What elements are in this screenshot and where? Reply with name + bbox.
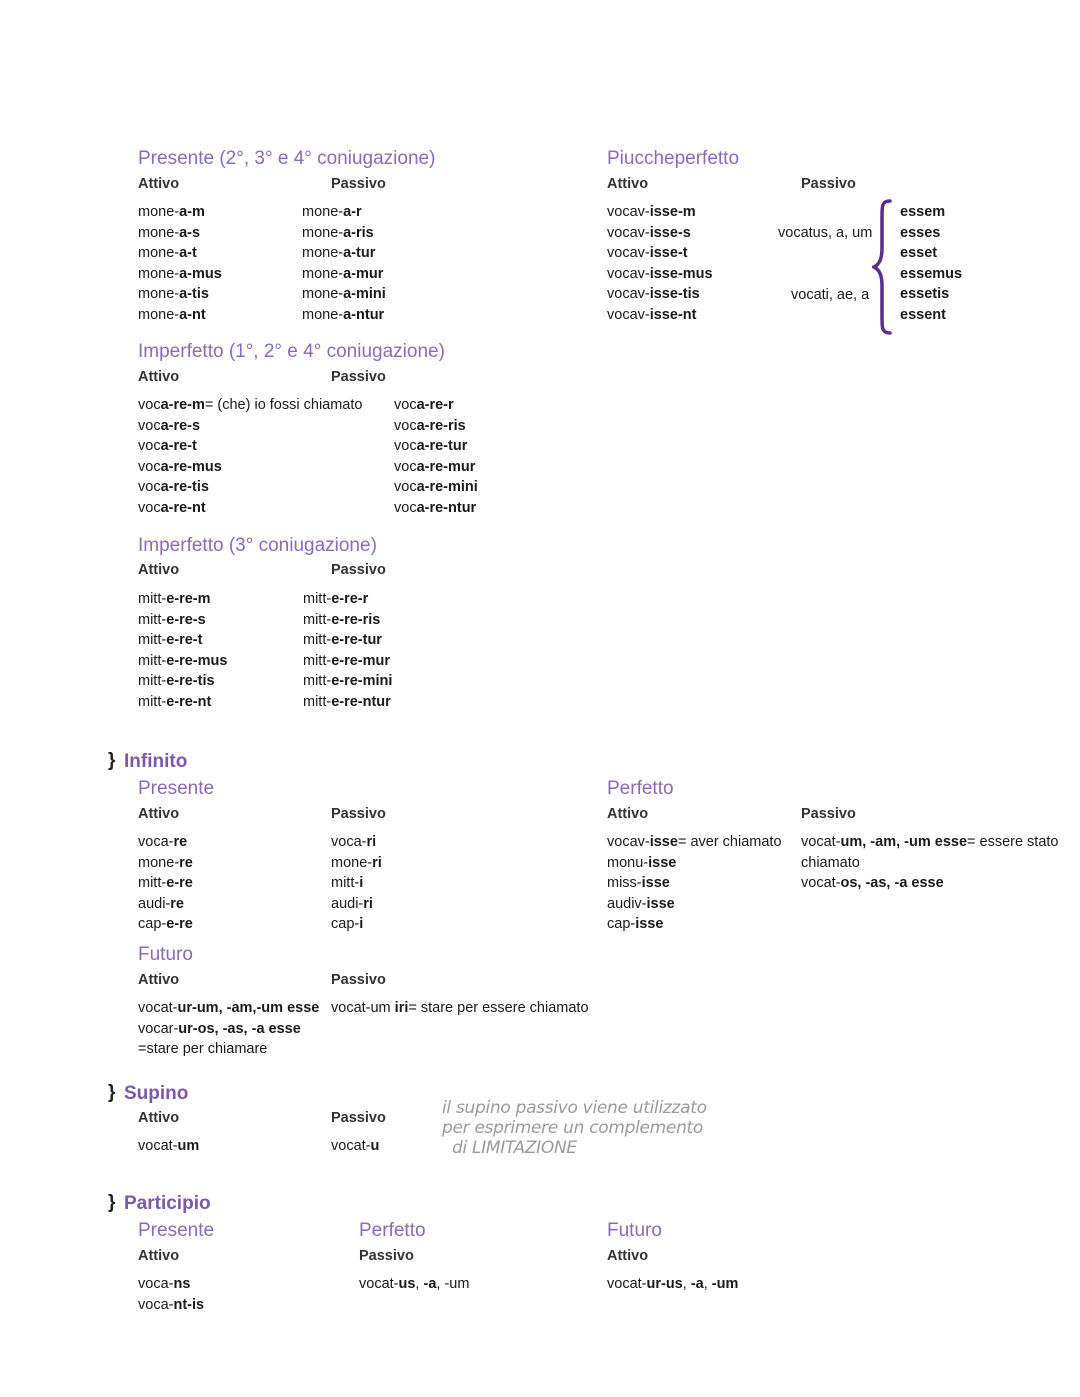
stem: mitt- [138,652,167,669]
infinito-futuro-title: Futuro [138,944,193,965]
ending: e-re-mus [166,652,228,669]
form-row [138,416,362,437]
ending: a-re-ntur [416,499,477,516]
form-row [607,832,782,853]
form-row [138,395,362,416]
text: , [415,1276,424,1292]
ending: a-m [179,204,205,220]
participio-perfetto-form [359,1274,469,1295]
stem: audi- [138,895,171,912]
text: iri [394,1000,409,1016]
participio-futuro-form [607,1274,738,1295]
ending: e-re-s [166,611,206,628]
ending: ri [363,895,373,912]
infinito-perfetto-passivo-label: Passivo [801,806,856,822]
esse-form: essemus [900,265,963,282]
text: voca- [138,1276,174,1292]
stem: mone- [138,854,180,871]
stem: voc [138,479,161,496]
infinito-futuro-passivo-label: Passivo [331,972,386,988]
stem: vocav- [607,265,650,282]
ending: a-re-tis [160,479,209,496]
text: nt-is [173,1296,205,1313]
ending: i [359,916,364,933]
stem: voc [138,438,161,455]
stem: voca- [331,834,367,850]
form-row [331,853,382,874]
ending: e-re-nt [166,693,212,710]
form-row [607,223,713,244]
text: = essere stato [967,834,1059,850]
imperfetto-124-title: Imperfetto (1°, 2° e 4° coniugazione) [138,341,445,362]
stem: vocav- [607,286,650,303]
form-row [607,873,782,894]
stem: voc [138,499,161,516]
esse-form: essem [900,204,946,220]
ending: a-re-r [416,397,454,413]
ending: a-re-nt [160,499,206,516]
stem: mitt- [303,693,332,710]
ending: a-t [179,245,197,262]
form-row [394,416,478,437]
form-row [607,894,782,915]
stem: mone- [302,204,344,220]
stem: voca- [138,834,174,850]
stem: cap- [331,916,360,933]
text: , -as, -a esse [214,1020,301,1037]
text: -um [711,1276,739,1292]
text: =stare per chiamare [138,1041,268,1058]
infinito-perfetto-title: Perfetto [607,778,674,799]
stem: voc [138,458,161,475]
presente-attivo-list [138,202,222,326]
form-row [302,223,386,244]
infinito-futuro-passivo [331,998,589,1019]
form-row [138,610,227,631]
text: vocat- [801,875,841,892]
ending: a-mur [343,265,384,282]
presente-attivo-label: Attivo [138,176,180,192]
stem: mitt- [303,673,332,690]
text: um [177,1138,200,1154]
form-row [331,873,382,894]
form-row [303,630,392,651]
ending: e-re-mini [331,673,393,690]
form-row [303,671,392,692]
text: vocat- [138,1138,178,1154]
form-row [303,610,392,631]
ending: a-mus [179,265,222,282]
form-row [302,305,386,326]
esse-form: essent [900,306,946,323]
imperfetto-124-passivo-list [394,395,478,519]
ending: a-re-mur [416,458,476,475]
text: us [398,1276,416,1292]
ending: e-re [166,916,193,933]
participio-perfetto-title: Perfetto [359,1220,426,1241]
form-row [303,692,392,713]
imperfetto-3-passivo-label: Passivo [331,562,386,578]
ending: i [359,875,364,892]
piuccheperfetto-passivo-label: Passivo [801,176,856,192]
stem: vocav- [607,204,650,220]
ending: isse [646,895,675,912]
stem: cap- [138,916,167,933]
stem: mitt- [138,591,167,607]
form-row [138,243,222,264]
stem: mitt- [138,673,167,690]
participio-presente-title: Presente [138,1220,215,1241]
form-row [138,305,222,326]
form-row [394,498,478,519]
ending: isse [641,875,670,892]
stem: mone- [138,306,180,323]
infinito-presente-attivo-list [138,832,193,935]
ending: a-mini [343,286,386,303]
ending: isse-m [649,204,696,220]
ending: a-re-tur [416,438,468,455]
ending: ri [366,834,377,850]
presente-passivo-list [302,202,386,326]
stem: voc [394,458,417,475]
stem: mone- [302,306,344,323]
esse-form: esset [900,245,938,262]
form-row [607,853,782,874]
stem: mone- [138,245,180,262]
form-row [303,589,392,610]
stem: mitt- [138,693,167,710]
form-row [607,202,713,223]
stem: mone- [138,224,180,241]
text: per esprimere un complemento [442,1118,704,1138]
participio-futuro-title: Futuro [607,1220,662,1241]
stem: mitt- [331,875,360,892]
presente-passivo-label: Passivo [331,176,386,192]
ending: e-re-ris [331,611,381,628]
form-row [138,692,227,713]
ending: e-re-t [166,632,203,649]
text: ns [173,1276,191,1292]
esse-form: essetis [900,286,950,303]
infinito-perfetto-attivo-list [607,832,782,935]
form-row [302,264,386,285]
form-row [303,651,392,672]
ending: a-s [179,224,201,241]
stem: mone- [331,854,373,871]
text: vocat- [801,834,841,850]
stem: mone- [302,245,344,262]
gloss: = aver chiamato [677,834,782,850]
piuccheperfetto-esse-list [900,202,962,326]
presente-title: Presente (2°, 3° e 4° coniugazione) [138,148,436,169]
stem: mone- [302,265,344,282]
form-row [138,477,362,498]
ending: re [170,895,184,912]
curly-brace-icon [872,198,896,336]
stem: mitt- [138,632,167,649]
imperfetto-124-attivo-list [138,395,362,519]
ending: isse-t [649,245,688,262]
imperfetto-124-attivo-label: Attivo [138,369,180,385]
text: ur-us [646,1276,683,1292]
participio-presente-label: Attivo [138,1248,180,1264]
supino-heading: Supino [124,1083,189,1104]
form-row [394,395,478,416]
section-bracket-icon: } [108,1082,116,1103]
ending: e-re-r [331,591,369,607]
text: -a [423,1276,437,1292]
form-row [607,284,713,305]
text: , [703,1276,712,1292]
infinito-presente-title: Presente [138,778,215,799]
ending: isse [649,834,678,850]
ending: e-re-tis [166,673,215,690]
supino-attivo-label: Attivo [138,1110,180,1126]
text: vocar- [138,1020,179,1037]
form-row [138,457,362,478]
form-row [138,589,227,610]
text: , -am,-um esse [218,1000,320,1016]
supino-attivo [138,1136,199,1157]
stem: mitt- [303,632,332,649]
text: ur-os [178,1020,215,1037]
ending: e-re-ntur [331,693,391,710]
form-row [138,832,193,853]
text: = stare per essere chiamato [408,1000,589,1016]
section-bracket-icon: } [108,1192,116,1213]
stem: voc [138,397,161,413]
stem: vocav- [607,306,650,323]
text: ur-um [177,1000,219,1016]
text: voca- [138,1296,174,1313]
text: -a [690,1276,704,1292]
ending: re [179,854,193,871]
ending: isse [635,916,664,933]
text: vocat-um [331,1000,395,1016]
text: il supino passivo viene utilizzato [442,1098,707,1118]
form-row [138,264,222,285]
stem: voc [394,397,417,413]
text: um, -am, -um esse [840,834,968,850]
form-row [138,202,222,223]
ending: isse-tis [649,286,700,303]
ending: a-ntur [343,306,385,323]
infinito-heading: Infinito [124,751,188,772]
imperfetto-124-passivo-label: Passivo [331,369,386,385]
ending: a-tur [343,245,376,262]
ending: a-re-mini [416,479,478,496]
stem: voc [138,417,161,434]
stem: mone- [302,286,344,303]
stem: mitt- [138,875,167,892]
infinito-futuro-attivo-list [138,998,319,1060]
text: , -um [436,1276,470,1292]
esse-form: esses [900,224,941,241]
imperfetto-3-attivo-label: Attivo [138,562,180,578]
piuccheperfetto-passivo-plurale: vocati, ae, a [791,287,870,303]
infinito-presente-attivo-label: Attivo [138,806,180,822]
piuccheperfetto-passivo-singolare: vocatus, a, um [778,225,873,241]
piuccheperfetto-attivo-label: Attivo [607,176,649,192]
imperfetto-3-title: Imperfetto (3° coniugazione) [138,535,377,556]
section-bracket-icon: } [108,750,116,771]
form-row [331,894,382,915]
ending: a-r [343,204,362,220]
piuccheperfetto-attivo-list [607,202,713,326]
ending: a-re-t [160,438,197,455]
text: vocat- [138,1000,178,1016]
stem: audi- [331,895,364,912]
participio-futuro-label: Attivo [607,1248,649,1264]
stem: voc [394,417,417,434]
handwritten-note [442,1098,707,1158]
ending: a-ris [343,224,374,241]
form-row [138,671,227,692]
gloss: = (che) io fossi chiamato [204,397,363,413]
ending: a-re-mus [160,458,222,475]
infinito-futuro-attivo-label: Attivo [138,972,180,988]
stem: vocav- [607,834,650,850]
form-row [607,914,782,935]
piuccheperfetto-title: Piuccheperfetto [607,148,740,169]
stem: vocav- [607,245,650,262]
form-row [302,202,386,223]
ending: a-nt [179,306,206,323]
infinito-perfetto-passivo-list [801,832,1059,894]
text: di LIMITAZIONE [452,1138,577,1158]
text: os, -as, -a esse [840,875,944,892]
imperfetto-3-passivo-list [303,589,392,713]
infinito-presente-passivo-label: Passivo [331,806,386,822]
form-row [138,873,193,894]
text: u [370,1138,380,1154]
participio-perfetto-label: Passivo [359,1248,414,1264]
text: vocat- [331,1138,371,1154]
ending: e-re-m [166,591,211,607]
ending: isse-mus [649,265,713,282]
stem: cap- [607,916,636,933]
stem: mitt- [303,611,332,628]
ending: isse [648,854,677,871]
stem: mone- [138,286,180,303]
ending: re [173,834,188,850]
ending: a-re-ris [416,417,466,434]
form-row [394,457,478,478]
stem: monu- [607,854,649,871]
infinito-presente-passivo-list [331,832,382,935]
text: , [682,1276,691,1292]
stem: voc [394,438,417,455]
ending: isse-s [649,224,691,241]
text: vocat- [359,1276,399,1292]
supino-passivo-label: Passivo [331,1110,386,1126]
stem: mone- [138,204,180,220]
form-row [138,894,193,915]
stem: mitt- [303,591,332,607]
form-row [302,243,386,264]
stem: mitt- [138,611,167,628]
form-row [331,914,382,935]
stem: mitt- [303,652,332,669]
stem: voc [394,499,417,516]
ending: a-tis [179,286,209,303]
form-row [607,264,713,285]
form-row [607,243,713,264]
participio-heading: Participio [124,1193,211,1214]
text: chiamato [801,854,860,871]
form-row [607,305,713,326]
stem: audiv- [607,895,647,912]
ending: e-re-tur [331,632,382,649]
ending: a-re-m [160,397,205,413]
ending: e-re [166,875,193,892]
form-row [394,477,478,498]
form-row [331,832,382,853]
form-row [138,223,222,244]
imperfetto-3-attivo-list [138,589,227,713]
ending: isse-nt [649,306,697,323]
infinito-perfetto-attivo-label: Attivo [607,806,649,822]
stem: mone- [138,265,180,282]
form-row [138,853,193,874]
stem: vocav- [607,224,650,241]
participio-presente-list [138,1274,204,1315]
form-row [138,914,193,935]
ending: e-re-mur [331,652,391,669]
text: vocat- [607,1276,647,1292]
supino-passivo [331,1136,379,1157]
ending: a-re-s [160,417,201,434]
form-row [138,630,227,651]
form-row [138,651,227,672]
ending: ri [372,854,382,871]
stem: voc [394,479,417,496]
form-row [138,498,362,519]
form-row [302,284,386,305]
stem: miss- [607,875,642,892]
stem: mone- [302,224,344,241]
form-row [138,436,362,457]
form-row [394,436,478,457]
form-row [138,284,222,305]
